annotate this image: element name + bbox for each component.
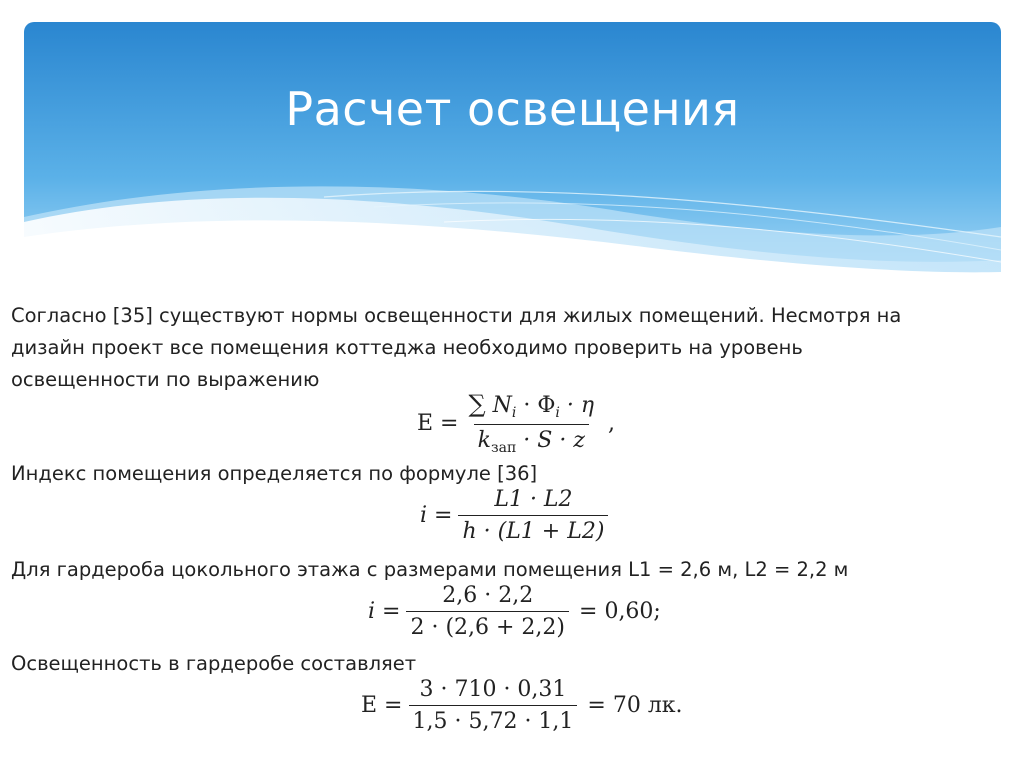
intro-line-3: освещенности по выражению	[11, 368, 320, 391]
title-banner	[24, 22, 1001, 282]
formula1-tail: ,	[608, 410, 616, 436]
wardrobe-line: Для гардероба цокольного этажа с размерами помещения L1 = 2,6 м, L2 = 2,2 м	[11, 558, 849, 581]
formula-room-index-calc	[368, 583, 661, 640]
formula4-result: = 70 лк.	[587, 693, 683, 718]
formula2-lhs: i =	[420, 503, 453, 528]
formula3-denominator: 2 · (2,6 + 2,2)	[406, 611, 569, 640]
formula4-denominator: 1,5 · 5,72 · 1,1	[409, 705, 578, 734]
slide-title: Расчет освещения	[285, 82, 740, 136]
intro-line-2: дизайн проект все помещения коттеджа необходимо проверить на уровень	[11, 336, 803, 359]
formula3-result: = 0,60;	[579, 599, 661, 624]
formula4-fraction	[409, 677, 578, 734]
formula2-numerator: L1 · L2	[494, 487, 573, 512]
formula-illuminance-calc	[361, 677, 683, 734]
formula2-fraction	[458, 487, 608, 544]
banner-wave-graphic	[24, 22, 1001, 282]
index-line: Индекс помещения определяется по формуле [36]	[11, 462, 538, 485]
formula3-fraction	[406, 583, 569, 640]
formula1-fraction	[465, 390, 599, 456]
formula3-numerator: 2,6 · 2,2	[442, 583, 534, 608]
formula4-numerator: 3 · 710 · 0,31	[419, 677, 567, 702]
formula4-lhs: E =	[361, 693, 403, 718]
formula-room-index	[420, 487, 614, 544]
formula1-numerator: ∑ $N_i \cdot \Phi_i \cdot \eta$	[468, 390, 595, 421]
formula2-denominator: h · (L1 + L2)	[458, 515, 608, 544]
formula-illuminance-general	[417, 390, 615, 456]
illuminance-line: Освещенность в гардеробе составляет	[11, 652, 417, 675]
formula1-lhs: E =	[417, 410, 459, 436]
formula3-lhs: i =	[368, 599, 401, 624]
intro-line-1: Согласно [35] существуют нормы освещенности для жилых помещений. Несмотря на	[11, 304, 902, 327]
formula1-denominator: $k_{зап} \cdot S \cdot z$	[474, 424, 589, 456]
